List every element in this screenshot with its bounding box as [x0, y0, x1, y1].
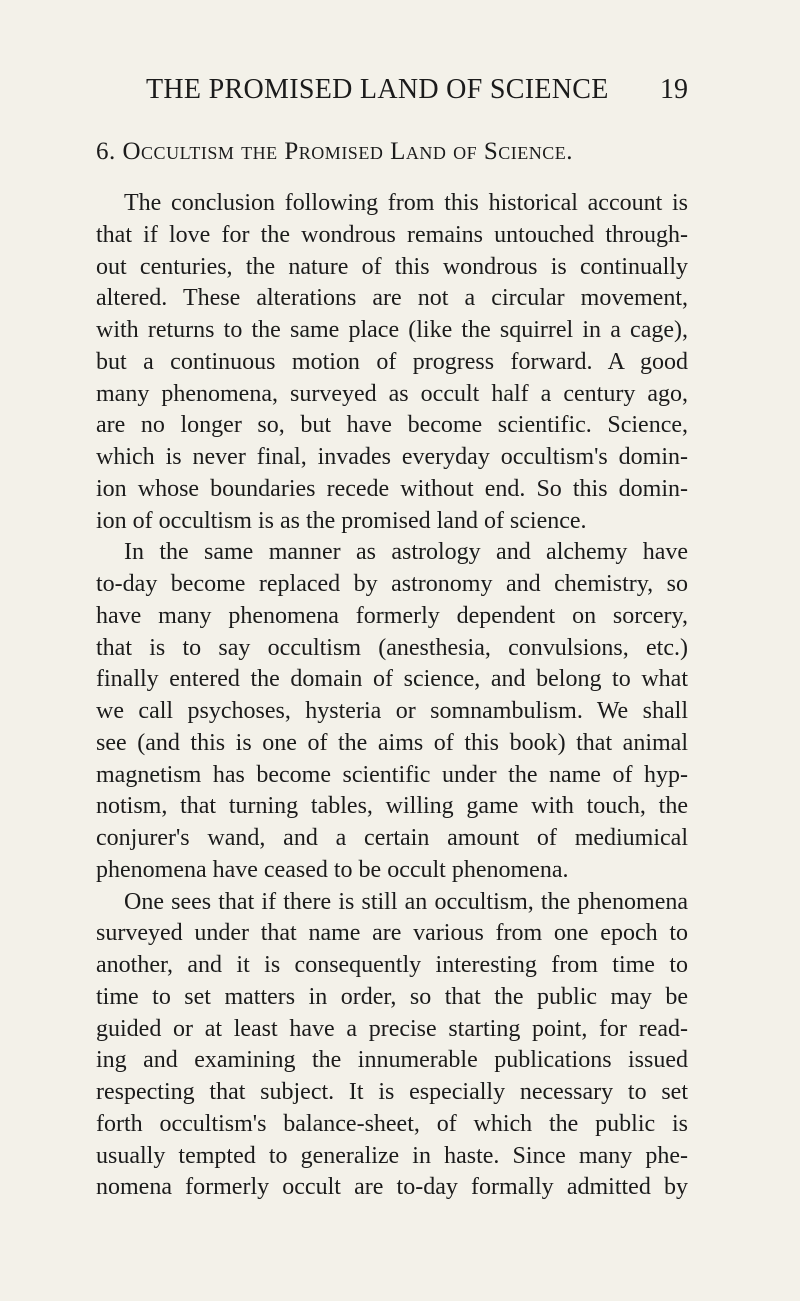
running-head — [96, 72, 688, 108]
paragraph-3-line: respecting that subject. It is especially necessary to set — [96, 1079, 688, 1105]
paragraph-3-line: usually tempted to generalize in haste. Since many phe- — [96, 1142, 688, 1169]
paragraph-1-line: altered. These alterations are not a circular movement, — [96, 285, 688, 312]
body-text — [96, 188, 688, 1204]
paragraph-1-line: The conclusion following from this historical account is — [124, 190, 688, 216]
paragraph-3-line: forth occultism's balance-sheet, of which the public is — [96, 1110, 688, 1137]
running-title: THE PROMISED LAND OF SCIENCE — [146, 74, 609, 105]
paragraph-2-line: In the same manner as astrology and alchemy have — [124, 539, 688, 566]
paragraph-1-line: but a continuous motion of progress forward. A good — [96, 348, 688, 375]
paragraph-1-line: that if love for the wondrous remains untouched through- — [96, 221, 688, 248]
paragraph-1-line: ion whose boundaries recede without end. So this domin- — [96, 475, 688, 502]
paragraph-2-line: that is to say occultism (anesthesia, convulsions, etc.) — [96, 634, 688, 661]
paragraph-1-line: many phenomena, surveyed as occult half a century ago, — [96, 380, 688, 407]
paragraph-3-line: time to set matters in order, so that the public may be — [96, 983, 688, 1010]
paragraph-3-line: surveyed under that name are various from one epoch to — [96, 920, 688, 947]
paragraph-3-line: another, and it is consequently interesting from time to — [96, 952, 688, 978]
paragraph-3-line: guided or at least have a precise starting point, for read- — [96, 1015, 688, 1042]
paragraph-3-line: ing and examining the innumerable publications issued — [96, 1047, 688, 1074]
paragraph-3-line: nomena formerly occult are to-day formally admitted by — [96, 1174, 688, 1201]
paragraph-2-line: finally entered the domain of science, and belong to what — [96, 666, 688, 693]
paragraph-2-line: notism, that turning tables, willing game with touch, the — [96, 793, 688, 820]
paragraph-1-line: are no longer so, but have become scientific. Science, — [96, 412, 688, 439]
paragraph-2-line: we call psychoses, hysteria or somnambulism. We shall — [96, 698, 688, 724]
paragraph-2-line: have many phenomena formerly dependent on sorcery, — [96, 602, 688, 629]
paragraph-2-line: see (and this is one of the aims of this book) that animal — [96, 729, 688, 756]
paragraph-2-line: magnetism has become scientific under the name of hyp- — [96, 761, 688, 788]
paragraph-1-line: which is never final, invades everyday occultism's domin- — [96, 444, 688, 470]
paragraph-1-line: with returns to the same place (like the squirrel in a cage), — [96, 317, 688, 343]
page-number: 19 — [660, 74, 688, 105]
paragraph-2-line: to-day become replaced by astronomy and chemistry, so — [96, 571, 688, 597]
paragraph-1-line: out centuries, the nature of this wondrous is continually — [96, 253, 688, 280]
paragraph-2-line: phenomena have ceased to be occult phenomena. — [96, 856, 569, 883]
paragraph-2-line: conjurer's wand, and a certain amount of mediumical — [96, 825, 688, 851]
section-heading: 6. Occultism the Promised Land of Science. — [96, 138, 573, 165]
paragraph-1-line: ion of occultism is as the promised land of science. — [96, 507, 587, 534]
paragraph-3-line: One sees that if there is still an occultism, the phenomena — [124, 888, 688, 915]
